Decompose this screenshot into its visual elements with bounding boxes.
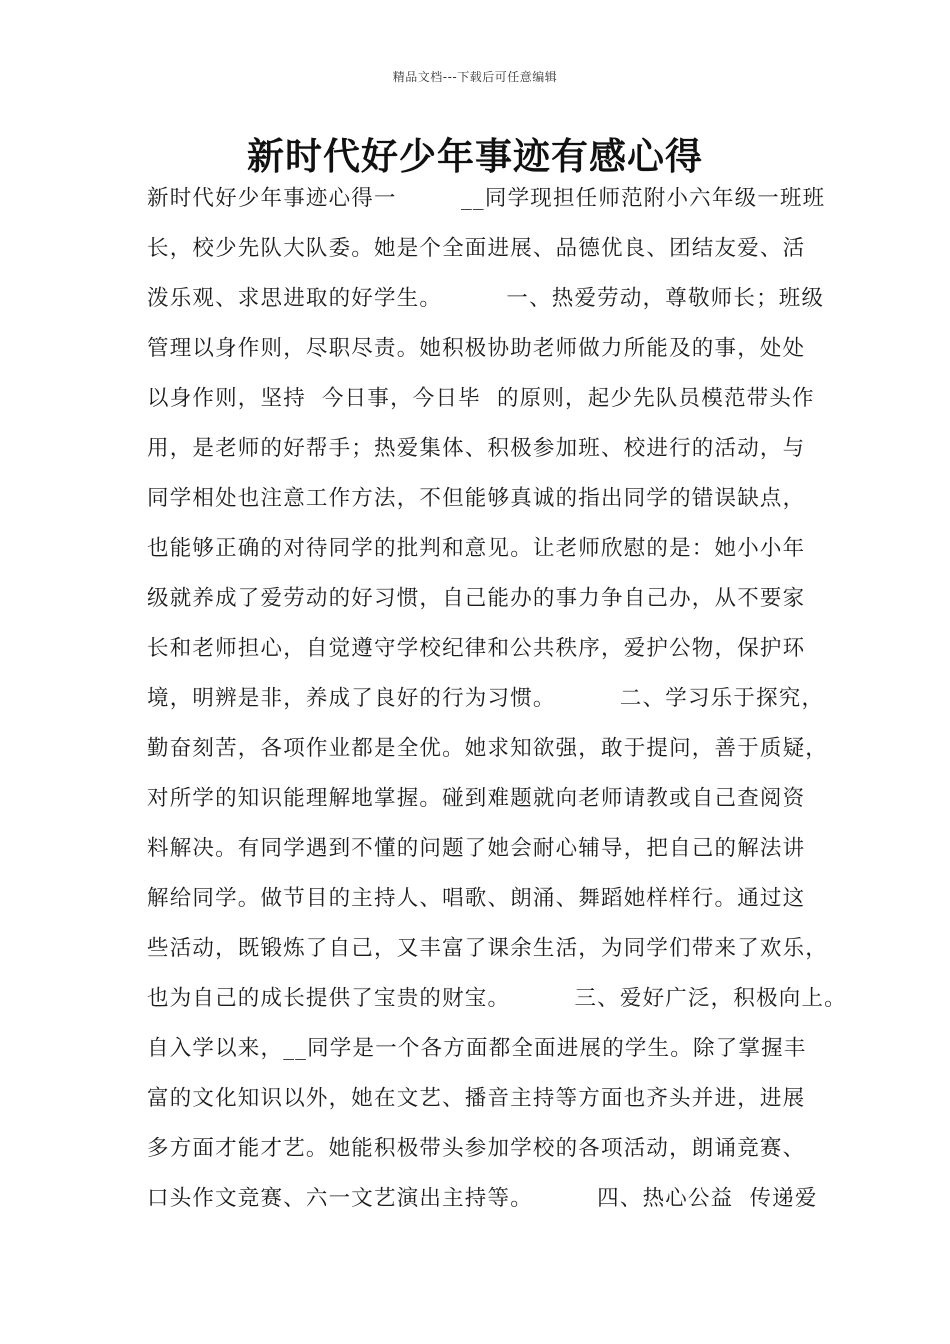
body-text	[147, 181, 847, 1231]
body-line: 勤奋刻苦，各项作业都是全优。她求知欲强，敢于提问，善于质疑，	[147, 736, 829, 761]
body-line: 泼乐观、求思进取的好学生。 一、热爱劳动，尊敬师长；班级	[147, 286, 825, 311]
body-line: 级就养成了爱劳动的好习惯，自己能办的事力争自己办，从不要家	[147, 586, 806, 611]
body-line: 以身作则，坚持 今日事，今日毕 的原则，起少先队员模范带头作	[147, 386, 815, 411]
body-line: 长，校少先队大队委。她是个全面进展、品德优良、团结友爱、活	[147, 236, 806, 261]
body-line: 对所学的知识能理解地掌握。碰到难题就向老师请教或自己查阅资	[147, 786, 806, 811]
body-line: 长和老师担心，自觉遵守学校纪律和公共秩序，爱护公物，保护环	[147, 636, 806, 661]
body-line: 境，明辨是非，养成了良好的行为习惯。 二、学习乐于探究，	[147, 686, 825, 711]
body-line: 也为自己的成长提供了宝贵的财宝。 三、爱好广泛，积极向上。	[147, 986, 847, 1011]
document-title: 新时代好少年事迹有感心得	[247, 135, 703, 178]
body-line: 同学相处也注意工作方法，不但能够真诚的指出同学的错误缺点，	[147, 486, 806, 511]
body-line: 富的文化知识以外，她在文艺、播音主持等方面也齐头并进，进展	[147, 1086, 806, 1111]
body-line: 料解决。有同学遇到不懂的问题了她会耐心辅导，把自己的解法讲	[147, 836, 806, 861]
body-line: 口头作文竞赛、六一文艺演出主持等。 四、热心公益 传递爱	[147, 1186, 818, 1211]
body-line: 管理以身作则，尽职尽责。她积极协助老师做力所能及的事，处处	[147, 336, 806, 361]
body-line: 自入学以来，__同学是一个各方面都全面进展的学生。除了掌握丰	[147, 1036, 807, 1061]
body-line: 多方面才能才艺。她能积极带头参加学校的各项活动，朗诵竞赛、	[147, 1136, 806, 1161]
body-line: 些活动，既锻炼了自己，又丰富了课余生活，为同学们带来了欢乐，	[147, 936, 829, 961]
header-note: 精品文档---下载后可任意编辑	[392, 70, 558, 84]
body-line: 也能够正确的对待同学的批判和意见。让老师欣慰的是：她小小年	[147, 536, 806, 561]
body-line: 解给同学。做节目的主持人、唱歌、朗涌、舞蹈她样样行。通过这	[147, 886, 806, 911]
body-line: 用，是老师的好帮手；热爱集体、积极参加班、校进行的活动，与	[147, 436, 806, 461]
body-line: 新时代好少年事迹心得一 __同学现担任师范附小六年级一班班	[147, 186, 826, 211]
